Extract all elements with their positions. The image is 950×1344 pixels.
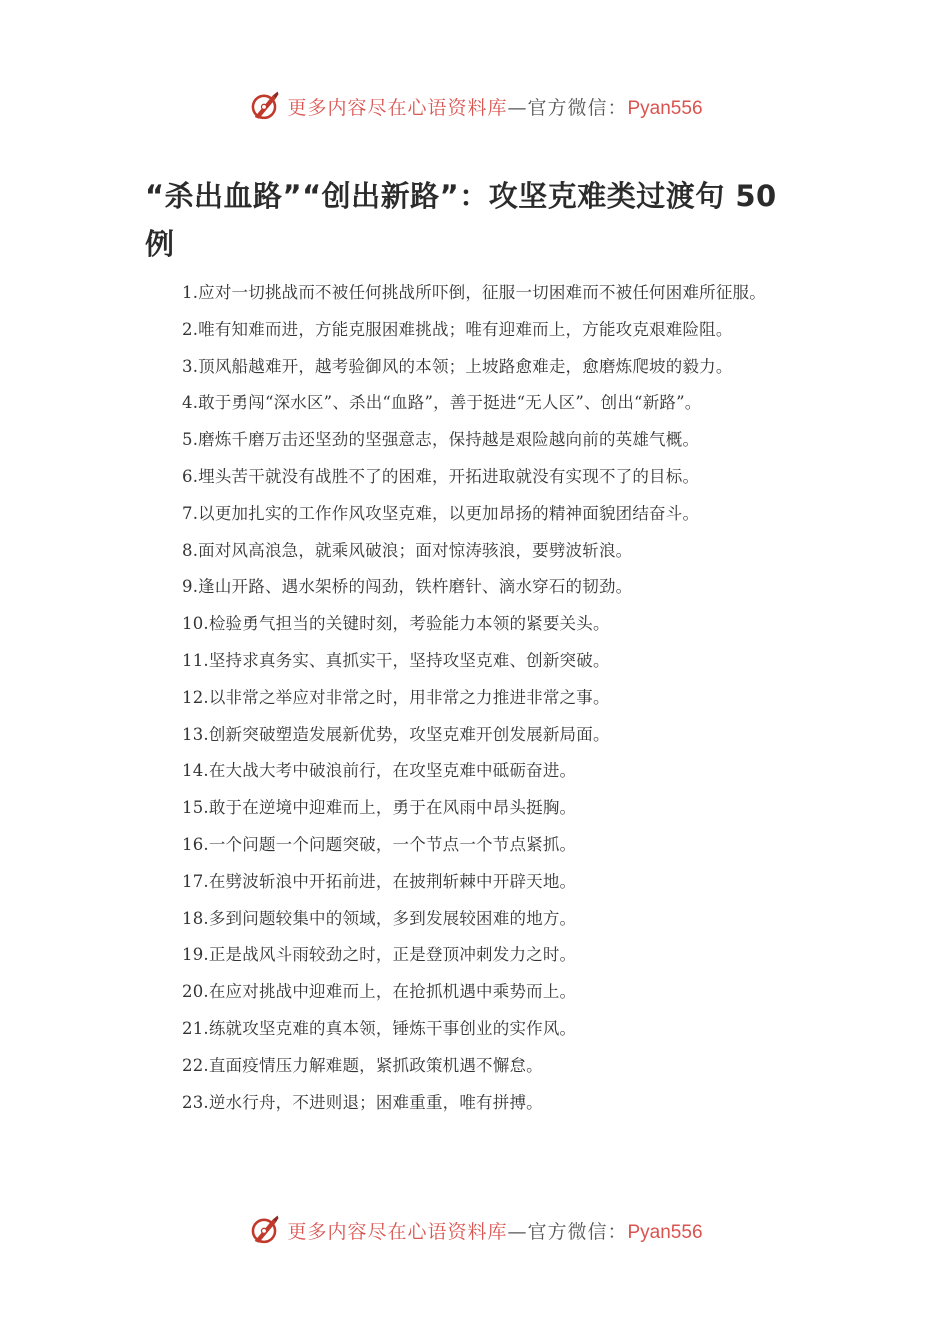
- footer-banner: [0, 1208, 950, 1252]
- list-item: 13.创新突破塑造发展新优势，攻坚克难开创发展新局面。: [182, 724, 610, 744]
- list-item: 5.磨炼千磨万击还坚劲的坚强意志，保持越是艰险越向前的英雄气概。: [182, 430, 700, 450]
- list-item: 10.检验勇气担当的关键时刻，考验能力本领的紧要关头。: [182, 614, 610, 634]
- list-item: 21.练就攻坚克难的真本领，锤炼干事创业的实作风。: [182, 1018, 577, 1038]
- list-item: 20.在应对挑战中迎难而上，在抢抓机遇中乘势而上。: [182, 982, 577, 1002]
- article-title: “杀出血路”“创出新路”：攻坚克难类过渡句 50 例: [145, 179, 777, 261]
- list-item: 11.坚持求真务实、真抓实干，坚持攻坚克难、创新突破。: [182, 650, 610, 670]
- banner-slogan: 更多内容尽在心语资料库: [287, 96, 508, 119]
- list-item: 17.在劈波斩浪中开拓前进，在披荆斩棘中开辟天地。: [182, 871, 577, 891]
- list-item: 2.唯有知难而进，方能克服困难挑战；唯有迎难而上，方能攻克艰难险阻。: [182, 319, 733, 339]
- banner-text: [287, 93, 702, 120]
- banner-dash: —: [507, 96, 528, 119]
- list-item: 16.一个问题一个问题突破，一个节点一个节点紧抓。: [182, 834, 577, 854]
- wechat-id: Pyan556: [627, 97, 703, 119]
- banner-text: [287, 1217, 702, 1244]
- list-item: 4.敢于勇闯“深水区”、杀出“血路”，善于挺进“无人区”、创出“新路”。: [182, 393, 702, 413]
- list-item: 18.多到问题较集中的领域，多到发展较困难的地方。: [182, 908, 577, 928]
- list-item: 3.顶风船越难开，越考验御风的本领；上坡路愈难走，愈磨炼爬坡的毅力。: [182, 356, 733, 376]
- wechat-label: 官方微信：: [527, 96, 628, 119]
- wechat-label: 官方微信：: [527, 1220, 628, 1243]
- list-item: 6.埋头苦干就没有战胜不了的困难，开拓进取就没有实现不了的目标。: [182, 466, 700, 486]
- header-banner: [0, 84, 950, 128]
- list-item: 7.以更加扎实的工作作风攻坚克难，以更加昂扬的精神面貌团结奋斗。: [182, 503, 700, 523]
- list-item: 22.直面疫情压力解难题，紧抓政策机遇不懈怠。: [182, 1055, 543, 1075]
- list-item: 9.逢山开路、遇水架桥的闯劲，铁杵磨针、滴水穿石的韧劲。: [182, 577, 633, 597]
- list-item: 23.逆水行舟，不进则退；困难重重，唯有拼搏。: [182, 1092, 543, 1112]
- banner-dash: —: [507, 1220, 528, 1243]
- list-item: 1.应对一切挑战而不被任何挑战所吓倒，征服一切困难而不被任何困难所征服。: [182, 283, 766, 302]
- wechat-id: Pyan556: [627, 1221, 703, 1243]
- list-item: 15.敢于在逆境中迎难而上，勇于在风雨中昂头挺胸。: [182, 798, 577, 818]
- sentence-list: [145, 280, 807, 1126]
- banner-content: [247, 89, 702, 123]
- pen-nib-logo-icon: [247, 89, 281, 123]
- banner-content: [247, 1213, 702, 1247]
- pen-nib-logo-icon: [247, 1213, 281, 1247]
- list-item: 19.正是战风斗雨较劲之时，正是登顶冲刺发力之时。: [182, 945, 577, 965]
- list-item: 14.在大战大考中破浪前行，在攻坚克难中砥砺奋进。: [182, 761, 577, 781]
- banner-slogan: 更多内容尽在心语资料库: [287, 1220, 508, 1243]
- list-item: 8.面对风高浪急，就乘风破浪；面对惊涛骇浪，要劈波斩浪。: [182, 540, 633, 560]
- list-item: 12.以非常之举应对非常之时，用非常之力推进非常之事。: [182, 687, 610, 707]
